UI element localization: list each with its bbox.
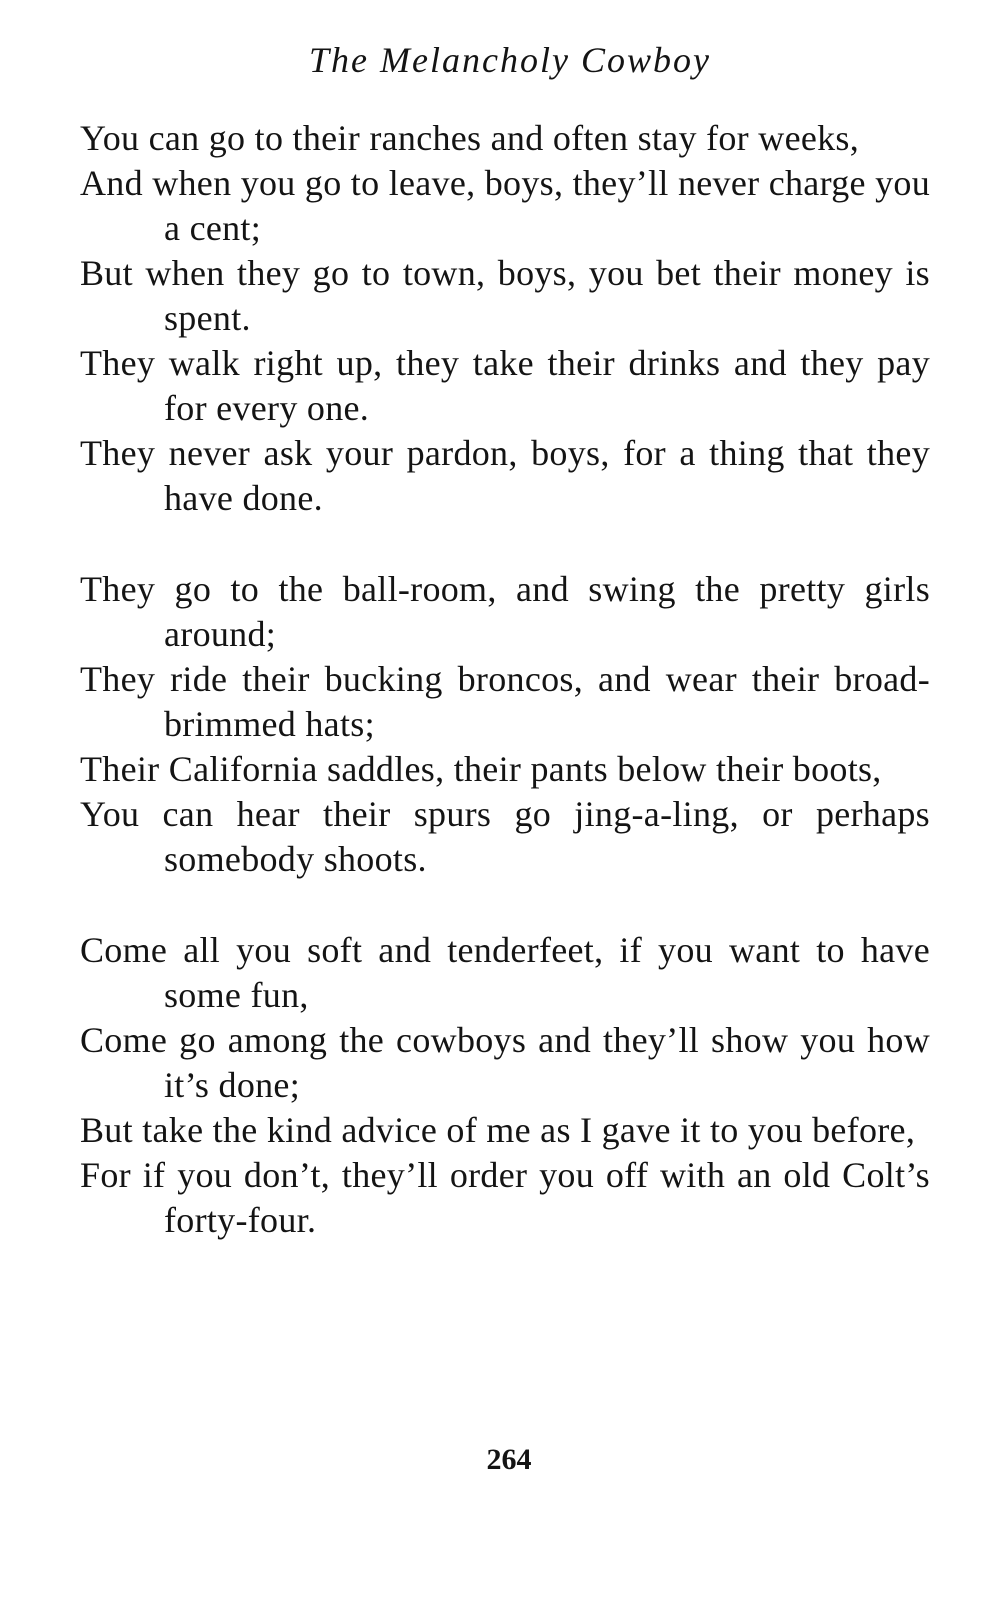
running-head: The Melancholy Cowboy bbox=[309, 40, 711, 80]
verse-line: Their California saddles, their pants below their boots, bbox=[80, 749, 882, 789]
verse-line: They go to the ball-room, and swing the pretty girls around; bbox=[80, 569, 930, 654]
verse-line: They ride their bucking broncos, and wear their broad-brimmed hats; bbox=[80, 659, 930, 744]
poem-body bbox=[80, 116, 930, 1243]
verse-line: But take the kind advice of me as I gave it to you before, bbox=[80, 1110, 916, 1150]
stanza-2 bbox=[80, 567, 930, 882]
verse-line: You can go to their ranches and often stay for weeks, bbox=[80, 118, 860, 158]
verse-line: They walk right up, they take their drinks and they pay for every one. bbox=[80, 343, 930, 428]
verse-line: For if you don’t, they’ll order you off with an old Colt’s forty-four. bbox=[80, 1155, 930, 1240]
verse-line: But when they go to town, boys, you bet their money is spent. bbox=[80, 253, 930, 338]
verse-line: You can hear their spurs go jing-a-ling, or perhaps somebody shoots. bbox=[80, 794, 930, 879]
page-number: 264 bbox=[486, 1443, 532, 1476]
stanza-3 bbox=[80, 928, 930, 1243]
stanza-1 bbox=[80, 116, 930, 521]
verse-line: And when you go to leave, boys, they’ll never charge you a cent; bbox=[80, 163, 930, 248]
verse-line: Come all you soft and tenderfeet, if you want to have some fun, bbox=[80, 930, 930, 1015]
verse-line: Come go among the cowboys and they’ll show you how it’s done; bbox=[80, 1020, 930, 1105]
verse-line: They never ask your pardon, boys, for a thing that they have done. bbox=[80, 433, 930, 518]
